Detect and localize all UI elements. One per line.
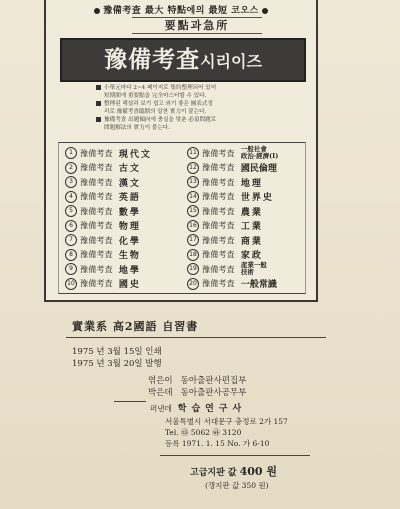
ad-subtitle: 要點과急所 bbox=[132, 17, 262, 34]
price: 고급지판 값 400 원 bbox=[190, 465, 278, 478]
book-list-right-column bbox=[187, 146, 305, 291]
ad-notes bbox=[96, 84, 306, 132]
list-item: 20 豫備考査 一般常識 bbox=[187, 277, 305, 292]
divider bbox=[114, 401, 146, 402]
list-item: 19 豫備考査 産業一般 技術 bbox=[187, 262, 305, 277]
book-title: 實業系 高2國語 自習書 bbox=[72, 320, 199, 333]
list-item: 1 豫備考査 現代文 bbox=[65, 146, 183, 161]
square-bullet-icon bbox=[96, 117, 101, 122]
credits bbox=[148, 375, 246, 399]
bullet-icon bbox=[262, 8, 268, 14]
publisher-info bbox=[165, 416, 288, 449]
book-list-left-column bbox=[65, 146, 183, 291]
address: 서울특별시 서대문구 충정로 2가 157 bbox=[165, 417, 288, 426]
publish-date: 1975 년 3월 20일 발행 bbox=[72, 359, 162, 369]
list-item: 14 豫備考査 世界史 bbox=[187, 190, 305, 205]
series-banner bbox=[60, 38, 306, 82]
editor-line: 엮은이 동아출판사편집부 bbox=[148, 376, 247, 386]
square-bullet-icon bbox=[96, 101, 101, 106]
printer-line: 박은데 동아출판사공무부 bbox=[148, 388, 247, 398]
list-item: 5 豫備考査 數學 bbox=[65, 204, 183, 219]
divider bbox=[160, 455, 310, 456]
alt-price: (갱지판 값 350 원) bbox=[205, 481, 269, 490]
list-item: 3 豫備考査 漢文 bbox=[65, 175, 183, 190]
list-item: 13 豫備考査 地理 bbox=[187, 175, 305, 190]
list-item: 16 豫備考査 工業 bbox=[187, 219, 305, 234]
list-item: 17 豫備考査 商業 bbox=[187, 233, 305, 248]
divider bbox=[66, 337, 326, 338]
list-item: 4 豫備考査 英語 bbox=[65, 190, 183, 205]
square-bullet-icon bbox=[96, 85, 101, 90]
note-line: 리로 豫備考査臨期의 알찬 實力이 붙는다. bbox=[104, 109, 207, 115]
note-line: 整理된 해설과 보기 쉽고 외기 좋은 圖表式정 bbox=[96, 100, 306, 108]
note-line: 豫備考査 出題傾向에 충실을 맞춘 必須問題로 bbox=[96, 116, 306, 124]
banner-title: 豫備考査 bbox=[104, 46, 201, 73]
list-item: 10 豫備考査 國史 bbox=[65, 277, 183, 292]
list-item: 7 豫備考査 化學 bbox=[65, 233, 183, 248]
print-date: 1975 년 3월 15일 인쇄 bbox=[72, 347, 162, 357]
ad-tagline: 豫備考査 最大 特點에의 最短 코오스 bbox=[46, 3, 316, 16]
list-item: 11 豫備考査 一般社會 政治·經濟(I) bbox=[187, 146, 305, 161]
telephone: Tel. ㉰ 5062 ㉳ 3120 bbox=[165, 428, 242, 437]
banner-series: 시리이즈 bbox=[200, 52, 262, 71]
note-line: 短期間에 重要點을 完全마스터할 수 있다. bbox=[104, 93, 207, 99]
bullet-icon bbox=[94, 8, 100, 14]
note-line: 問題解法의 實力이 붙는다. bbox=[104, 125, 170, 131]
list-item: 12 豫備考査 國民倫理 bbox=[187, 161, 305, 176]
publisher-line: 퍼낸데 학습연구사 bbox=[150, 404, 247, 414]
note-line: 小單元마다 2~4 페이지로 集約整理되어 있어 bbox=[96, 84, 306, 92]
series-book-list bbox=[58, 142, 306, 294]
list-item: 6 豫備考査 物理 bbox=[65, 219, 183, 234]
list-item: 2 豫備考査 古文 bbox=[65, 161, 183, 176]
list-item: 15 豫備考査 農業 bbox=[187, 204, 305, 219]
series-advertisement bbox=[44, 0, 318, 302]
list-item: 18 豫備考査 家政 bbox=[187, 248, 305, 263]
print-dates bbox=[72, 346, 162, 370]
list-item: 8 豫備考査 生物 bbox=[65, 248, 183, 263]
list-item: 9 豫備考査 地學 bbox=[65, 262, 183, 277]
registration: 등록 1971. 1. 15 No. 가 6-10 bbox=[165, 439, 270, 448]
